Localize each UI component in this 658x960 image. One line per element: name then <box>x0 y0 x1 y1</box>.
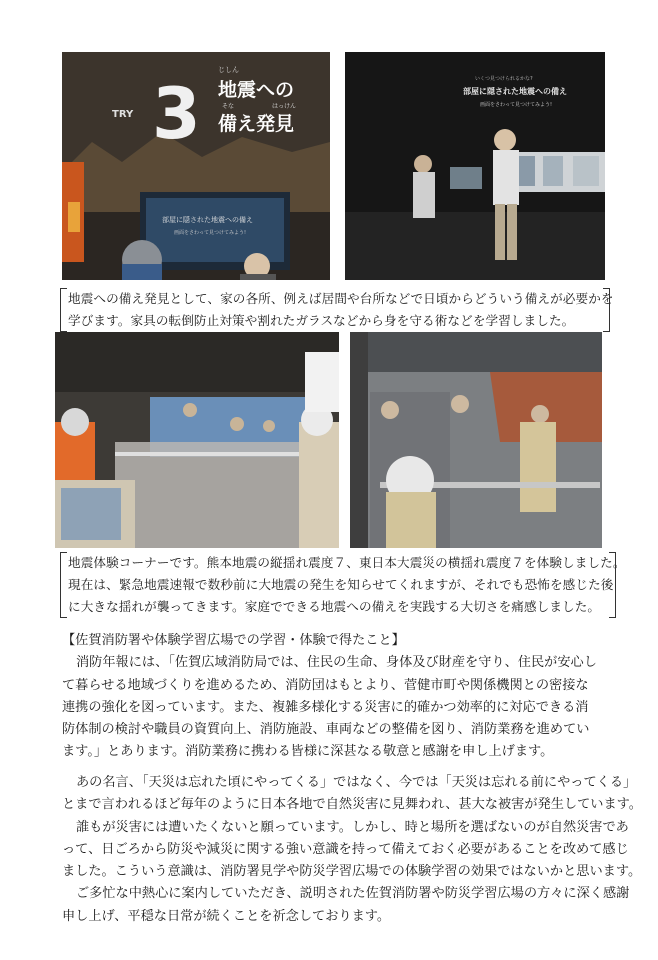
caption-earthquake-experience <box>68 552 626 618</box>
caption-bracket-left <box>60 552 67 618</box>
screen-sub-text: 画面をさわって見つけてみよう! <box>174 230 246 236</box>
photo-exhibit-visitors <box>345 52 605 280</box>
photo-2-graphic <box>345 52 605 280</box>
learnings-section <box>62 630 622 764</box>
caption-line: 地震への備え発見として、家の各所、例えば居間や台所などで日頃からどういう備えが必要かを <box>68 291 614 306</box>
photo-1-graphic <box>62 52 330 280</box>
caption-bracket-left <box>60 288 67 332</box>
photo2-sign-top: いくつ見つけられるかな? <box>475 76 533 82</box>
para3-line: って、日ごろから防災や減災に関する強い意識を持って備えておく必要があることを改めて感じ <box>62 841 629 857</box>
para4-line: ご多忙な中熱心に案内していただき、説明された佐賀消防署や防災学習広場の方々に深く感謝 <box>76 886 630 902</box>
sign-line1-text: 地震への <box>218 79 295 101</box>
sign-number-text: 3 <box>152 73 201 155</box>
para3-line: 誰もが災害には遭いたくないと願っています。しかし、時と場所を選ばないのが自然災害であ <box>76 819 629 835</box>
para3-line: ました。こういう意識は、消防署見学や防災学習広場での体験学習の効果ではないかと思います。 <box>62 864 642 880</box>
photo-earthquake-simulator <box>55 332 339 548</box>
caption-line: 地震体験コーナーです。熊本地震の縦揺れ震度７、東日本大震災の横揺れ震度７を体験しました。 <box>68 555 626 570</box>
sign-line2-text: 備え発見 <box>218 113 295 135</box>
ruby-jishin: じしん <box>218 66 239 74</box>
photo2-sign-line1: 部屋に隠された地震への備え <box>463 87 567 96</box>
photo-3-graphic <box>55 332 339 548</box>
para1-line: て暮らせる地域づくりを進めるため、消防団はもとより、菅健市町や関係機関との密接な <box>62 677 589 693</box>
caption-bracket-right <box>609 552 616 618</box>
para4-line: 申し上げ、平穏な日常が続くことを祈念しております。 <box>62 908 391 924</box>
caption-line: 現在は、緊急地震速報で数秒前に大地震の発生を知らせてくれますが、それでも恐怖を感じた後 <box>68 577 614 592</box>
caption-line: 学びます。家具の転倒防止対策や割れたガラスなどから身を守る術などを学習しました。 <box>68 313 575 328</box>
photo2-sign-line2: 画面をさわって見つけてみよう! <box>480 102 552 108</box>
ruby-hakken: はっけん <box>272 103 297 110</box>
photo-4-graphic <box>350 332 602 548</box>
closing-section <box>62 772 642 928</box>
ruby-sona: そな <box>222 103 235 110</box>
screen-title-text: 部屋に隠された地震への備え <box>162 216 253 224</box>
para1-line: 防体制の検討や職員の資質向上、消防施設、車両などの整備を図り、消防業務を進めてい <box>62 722 590 738</box>
photo-earthquake-preparedness-sign <box>62 52 330 280</box>
para1-line: ます。」とあります。消防業務に携わる皆様に深甚なる敬意と感謝を申し上げます。 <box>62 744 554 760</box>
caption-preparedness <box>68 288 614 332</box>
para1-line: 連携の強化を図っています。また、複雑多様化する災害に的確かつ効率的に対応できる消 <box>62 699 589 715</box>
caption-line: に大きな揺れが襲ってきます。家庭でできる地震への備えを実践する大切さを痛感しました。 <box>68 599 601 614</box>
photo-shaking-room <box>350 332 602 548</box>
para1-line: 消防年報には、「佐賀広域消防局では、住民の生命、身体及び財産を守り、住民が安心し <box>76 655 597 671</box>
caption-bracket-right <box>603 288 610 332</box>
sign-try-text: TRY <box>112 109 134 120</box>
para2-line: あの名言、「天災は忘れた頃にやってくる」ではなく、今では「天災は忘れる前にやってくる」 <box>76 775 637 790</box>
section-heading: 【佐賀消防署や体験学習広場での学習・体験で得たこと】 <box>62 633 405 648</box>
para2-line: とまで言われるほど毎年のように日本各地で自然災害に見舞われ、甚大な被害が発生しています。 <box>62 797 642 813</box>
